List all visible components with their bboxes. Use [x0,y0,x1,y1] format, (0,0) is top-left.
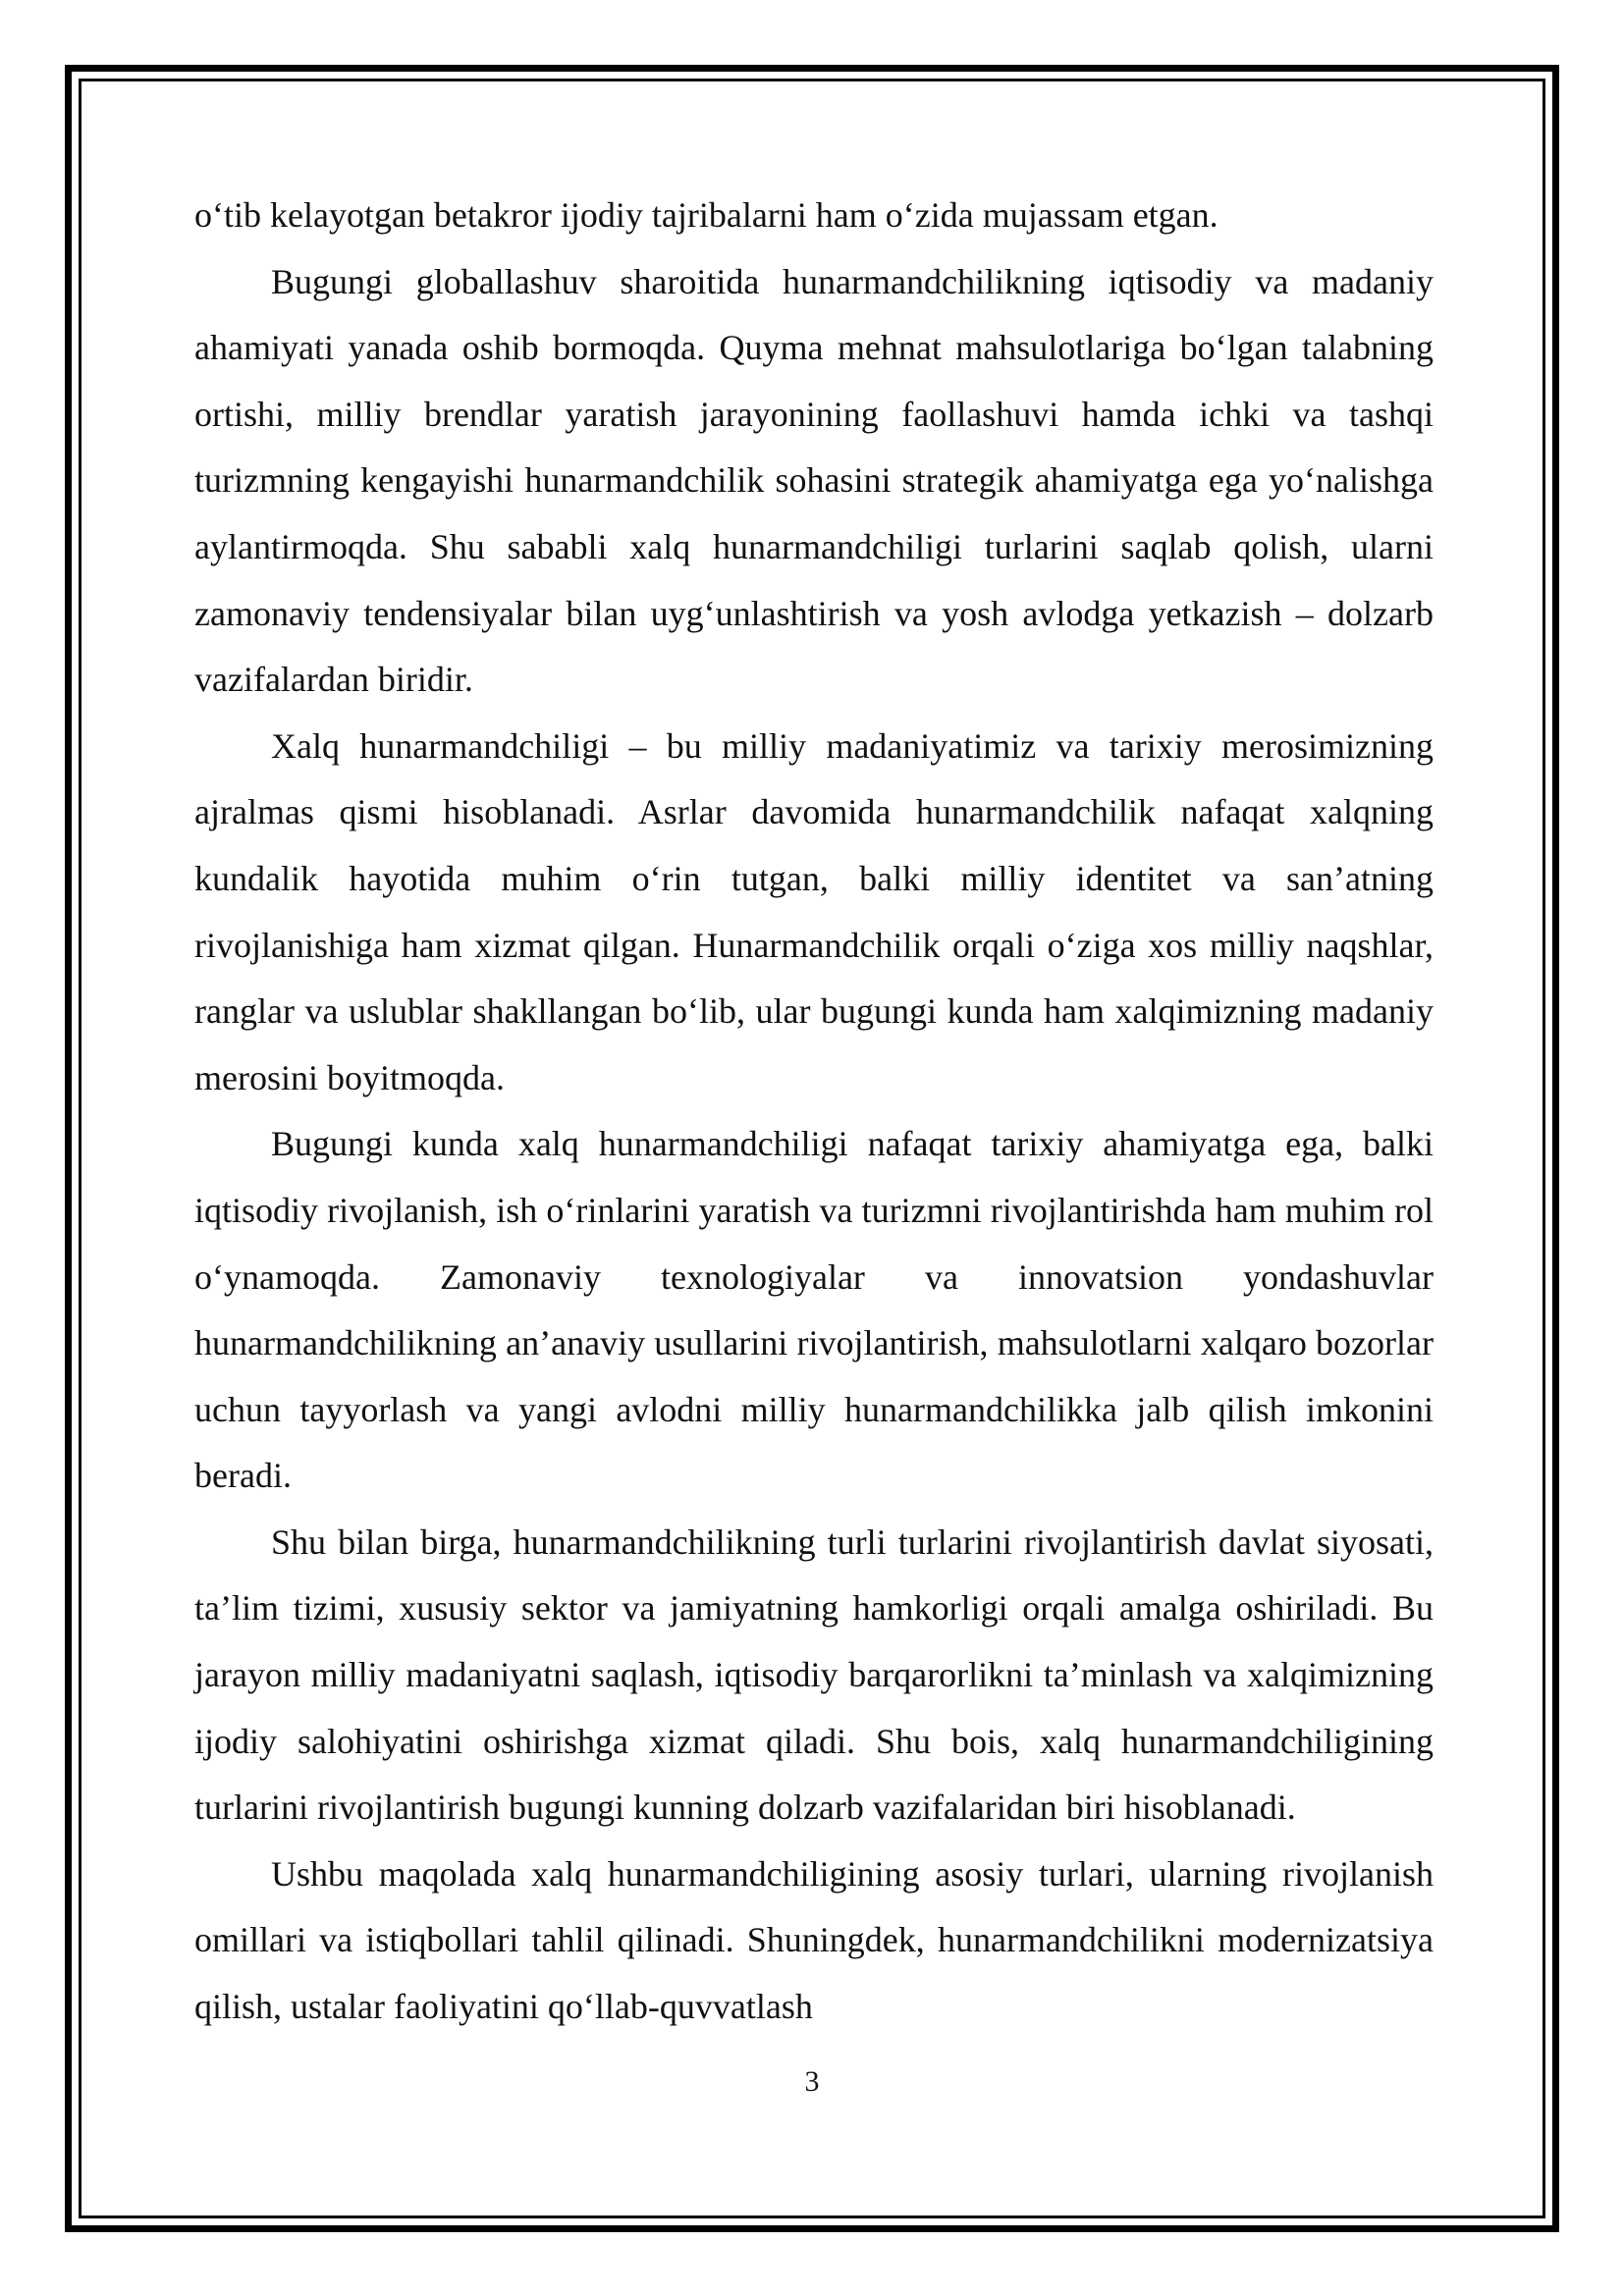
paragraph-continuation: o‘tib kelayotgan betakror ijodiy tajribalarni ham o‘zida mujassam etgan. [194,195,1218,235]
paragraph-economic-role: Bugungi kunda xalq hunarmandchiligi nafaqat tarixiy ahamiyatga ega, balki iqtisodiy rivojlanish, ish o‘rinlarini yaratish va turizmni rivojlantirishda ham muhim rol o‘ynamoqda. Zamonaviy texnologiyalar va innovatsion yondashuvlar hunarmandchilikning an’anaviy usullarini rivojlantirish, mahsulotlarni xalqaro bozorlar uchun tayyorlash va yangi avlodni milliy hunarmandchilikka jalb qilish imkonini beradi. [194,1124,1434,1496]
paragraph-article-scope: Ushbu maqolada xalq hunarmandchiligining asosiy turlari, ularning rivojlanish omillari va istiqbollari tahlil qilinadi. Shuningdek, hunarmandchilikni modernizatsiya qilish, ustalar faoliyatini qo‘llab-quvvatlash [194,1853,1434,2027]
document-body [194,183,1434,2041]
page-number: 3 [804,2065,820,2098]
paragraph-globalization: Bugungi globallashuv sharoitida hunarmandchilikning iqtisodiy va madaniy ahamiyati yanada oshib bormoqda. Quyma mehnat mahsulotlariga bo‘lgan talabning ortishi, milliy brendlar yaratish jarayonining faollashuvi hamda ichki va tashqi turizmning kengayishi hunarmandchilik sohasini strategik ahamiyatga ega yo‘nalishga aylantirmoqda. Shu sababli xalq hunarmandchiligi turlarini saqlab qolish, ularni zamonaviy tendensiyalar bilan uyg‘unlashtirish va yosh avlodga yetkazish – dolzarb vazifalardan biridir. [194,261,1434,700]
paragraph-state-policy: Shu bilan birga, hunarmandchilikning turli turlarini rivojlantirish davlat siyosati, ta’lim tizimi, xususiy sektor va jamiyatning hamkorligi orqali amalga oshiriladi. Bu jarayon milliy madaniyatni saqlash, iqtisodiy barqarorlikni ta’minlash va xalqimizning ijodiy salohiyatini oshirishga xizmat qiladi. Shu bois, xalq hunarmandchiligining turlarini rivojlantirish bugungi kunning dolzarb vazifalaridan biri hisoblanadi. [194,1522,1434,1828]
paragraph-folk-crafts: Xalq hunarmandchiligi – bu milliy madaniyatimiz va tarixiy merosimizning ajralmas qismi hisoblanadi. Asrlar davomida hunarmandchilik nafaqat xalqning kundalik hayotida muhim o‘rin tutgan, balki milliy identitet va san’atning rivojlanishiga ham xizmat qilgan. Hunarmandchilik orqali o‘ziga xos milliy naqshlar, ranglar va uslublar shakllangan bo‘lib, ular bugungi kunda ham xalqimizning madaniy merosini boyitmoqda. [194,725,1434,1097]
